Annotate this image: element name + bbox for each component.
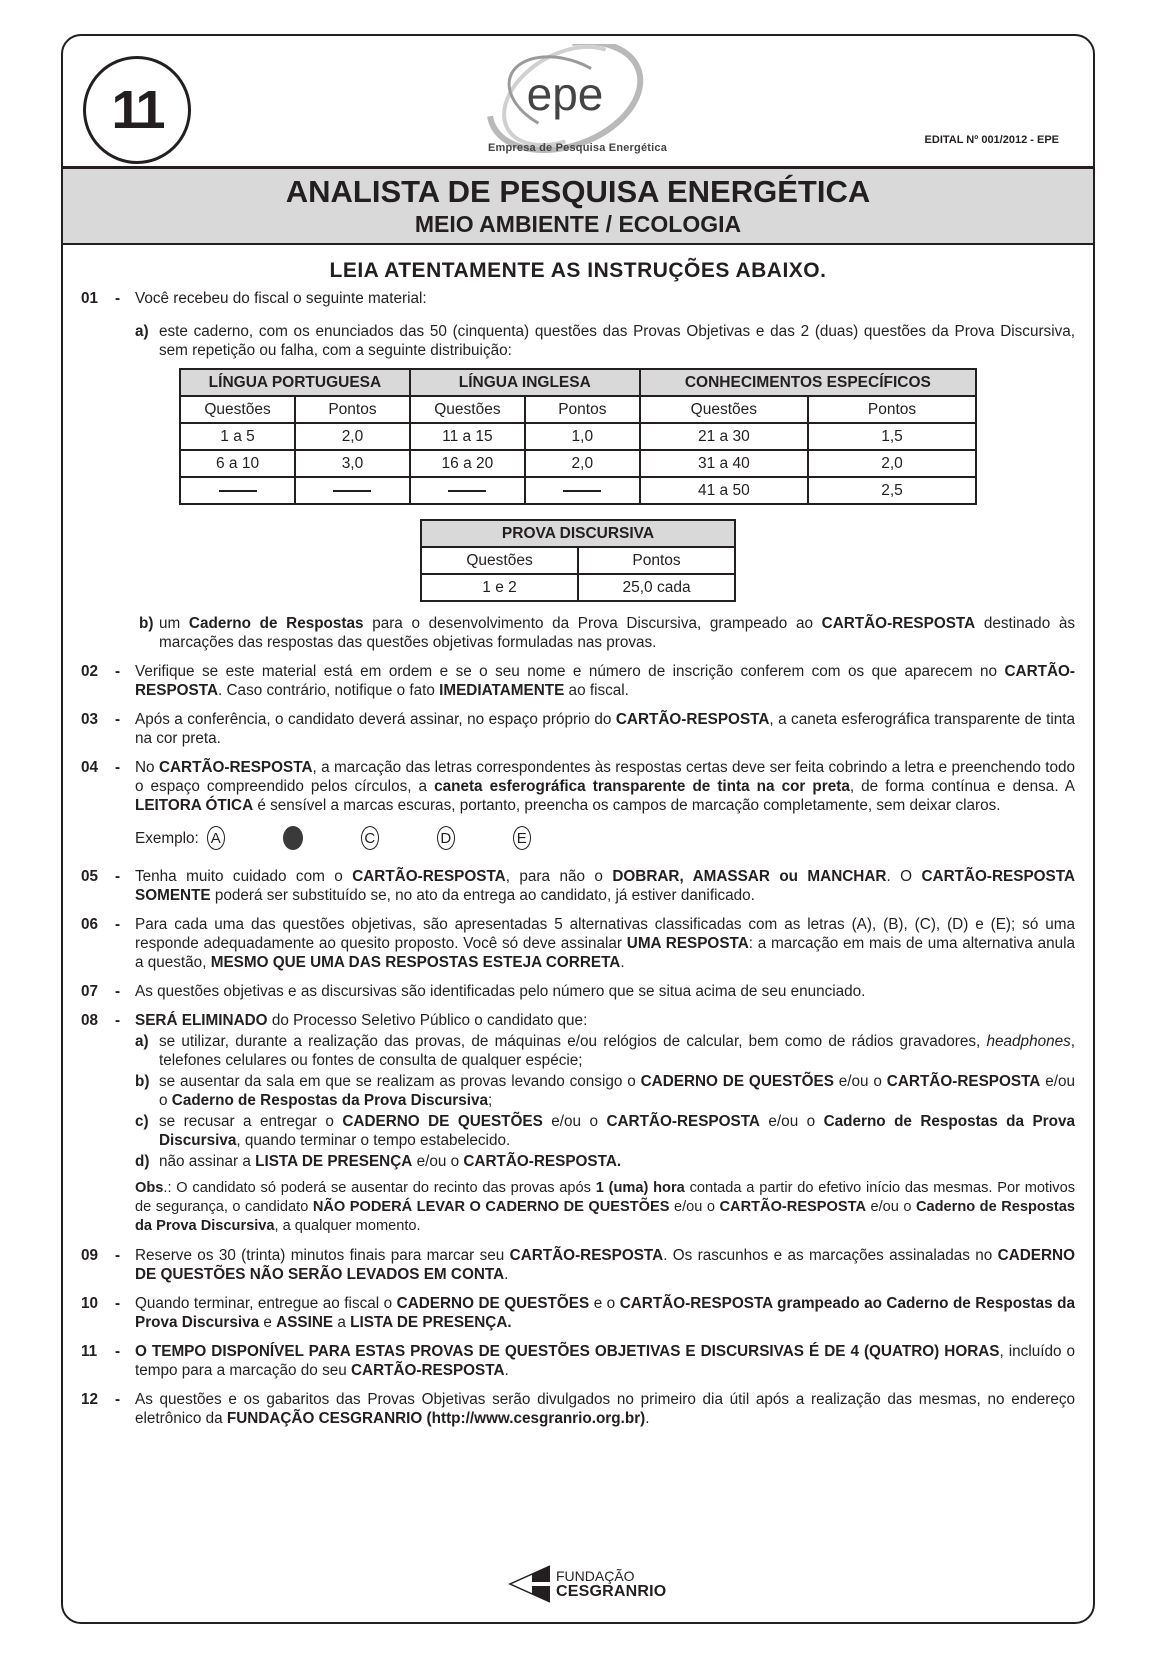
table-cell: 31 a 40	[640, 450, 808, 477]
instruction-01a	[135, 322, 1075, 360]
instruction-11: 11 - O TEMPO DISPONÍVEL PARA ESTAS PROVAS DE QUESTÕES OBJETIVAS E DISCURSIVAS É DE 4 (QUATRO) HORAS, incluído o tempo para a marcação do seu CARTÃO-RESPOSTA.	[81, 1343, 1075, 1379]
item-text: não assinar a LISTA DE PRESENÇA e/ou o CARTÃO-RESPOSTA.	[159, 1153, 622, 1170]
table-row	[180, 423, 976, 450]
table-cell: 25,0 cada	[578, 574, 735, 601]
bubble-d-icon: D	[437, 826, 455, 850]
instruction-01b	[139, 614, 1075, 652]
page-title: ANALISTA DE PESQUISA ENERGÉTICA	[285, 174, 871, 209]
item-text: As questões objetivas e as discursivas são identificadas pelo número que se situa acima de seu enunciado.	[135, 983, 866, 1000]
item-text: Tenha muito cuidado com o CARTÃO-RESPOSTA, para não o DOBRAR, AMASSAR ou MANCHAR. O CARTÃO-RESPOSTA SOMENTE poderá ser substituído se, no ato da entrega ao candidato, já estiver danificado.	[135, 868, 1076, 904]
item-number: 06	[81, 916, 99, 933]
column-header: Questões	[410, 396, 525, 423]
empty-cell-dash	[410, 477, 525, 504]
item-number: 11	[81, 1343, 98, 1360]
item-text: se recusar a entregar o CADERNO DE QUESTÕES e/ou o CARTÃO-RESPOSTA e/ou o Caderno de Respostas da Prova Discursiva, quando terminar o tempo estabelecido.	[159, 1113, 1075, 1149]
observation-note: Obs.: O candidato só poderá se ausentar do recinto das provas após 1 (uma) hora contada a partir do efetivo início das mesmas. Por motivos de segurança, o candidato NÃO PODERÁ LEVAR O CADERNO DE QUESTÕES e/ou o CARTÃO-RESPOSTA e/ou o Caderno de Respostas da Prova Discursiva, a qualquer momento.	[135, 1180, 1076, 1234]
table-row	[421, 574, 735, 601]
bubble-a-icon: A	[207, 826, 225, 850]
item-letter: a)	[135, 323, 149, 340]
item-text: Você recebeu do fiscal o seguinte material:	[135, 290, 427, 307]
item-number: 05	[81, 868, 99, 885]
table-cell: 21 a 30	[640, 423, 808, 450]
exam-cover-page	[61, 34, 1095, 1624]
instruction-08c	[135, 1112, 1075, 1150]
column-header: Pontos	[578, 547, 735, 574]
instruction-02: 02 - Verifique se este material está em ordem e se o seu nome e número de inscrição conferem com os que aparecem no CARTÃO-RESPOSTA. Caso contrário, notifique o fato IMEDIATAMENTE ao fiscal.	[81, 663, 1075, 699]
item-text: Verifique se este material está em ordem e se o seu nome e número de inscrição conferem com os que aparecem no CARTÃO-RESPOSTA. Caso contrário, notifique o fato IMEDIATAMENTE ao fiscal.	[135, 663, 1075, 699]
table-cell: 16 a 20	[410, 450, 525, 477]
instruction-01: 01 - Você recebeu do fiscal o seguinte material:	[81, 289, 1075, 308]
table-cell: 2,0	[295, 423, 410, 450]
item-number: 04	[81, 759, 99, 776]
example-label: Exemplo:	[135, 829, 199, 847]
table-cell: 1,0	[525, 423, 640, 450]
instruction-06: 06 - Para cada uma das questões objetivas, são apresentadas 5 alternativas classificadas com as letras (A), (B), (C), (D) e (E); só uma responde adequadamente ao quesito proposto. Você só deve assinalar UMA RESPOSTA: a marcação em mais de uma alternativa anula a questão, MESMO QUE UMA DAS RESPOSTAS ESTEJA CORRETA.	[81, 916, 1076, 971]
title-band	[63, 169, 1093, 245]
table-cell: 2,5	[808, 477, 976, 504]
instructions-heading: LEIA ATENTAMENTE AS INSTRUÇÕES ABAIXO.	[329, 259, 827, 282]
table-row	[180, 477, 976, 504]
table-cell: 2,0	[808, 450, 976, 477]
table-cell: 1,5	[808, 423, 976, 450]
empty-cell-dash	[180, 477, 295, 504]
item-text: Para cada uma das questões objetivas, são apresentadas 5 alternativas classificadas com as letras (A), (B), (C), (D) e (E); só uma responde adequadamente ao quesito proposto. Você só deve assinalar UMA RESPOSTA: a marcação em mais de uma alternativa anula a questão, MESMO QUE UMA DAS RESPOSTAS ESTEJA CORRETA.	[135, 916, 1076, 971]
item-letter: a)	[135, 1033, 149, 1050]
foundation-label: FUNDAÇÃO	[556, 1568, 635, 1584]
cesgranrio-logo	[508, 1564, 666, 1604]
cesgranrio-arrow-icon	[508, 1564, 552, 1604]
item-text: se ausentar da sala em que se realizam as provas levando consigo o CADERNO DE QUESTÕES e/ou o CARTÃO-RESPOSTA e/ou o Caderno de Respostas da Prova Discursiva;	[159, 1073, 1075, 1109]
item-text: O TEMPO DISPONÍVEL PARA ESTAS PROVAS DE QUESTÕES OBJETIVAS E DISCURSIVAS É DE 4 (QUATRO) HORAS, incluído o tempo para a marcação do seu CARTÃO-RESPOSTA.	[135, 1343, 1075, 1379]
item-text: Reserve os 30 (trinta) minutos finais para marcar seu CARTÃO-RESPOSTA. Os rascunhos e as marcações assinaladas no CADERNO DE QUESTÕES NÃO SERÃO LEVADOS EM CONTA.	[135, 1247, 1075, 1283]
bubble-c-icon: C	[361, 826, 379, 850]
instruction-04: 04 - No CARTÃO-RESPOSTA, a marcação das letras correspondentes às respostas certas deve ser feita cobrindo a letra e preenchendo todo o espaço compreendido pelos círculos, a caneta esferográfica transparente de tinta na cor preta, de forma contínua e densa. A LEITORA ÓTICA é sensível a marcas escuras, portanto, preencha os campos de marcação completamente, sem deixar claros.	[81, 759, 1076, 814]
column-header: Pontos	[808, 396, 976, 423]
instruction-08d	[135, 1152, 1075, 1171]
svg-text:epe: epe	[526, 68, 604, 120]
item-letter: d)	[135, 1153, 150, 1170]
logo-subtitle: Empresa de Pesquisa Energética	[488, 142, 668, 154]
item-number: 12	[81, 1391, 99, 1408]
column-header: Pontos	[295, 396, 410, 423]
instruction-08a	[135, 1032, 1075, 1070]
table-cell: 2,0	[525, 450, 640, 477]
item-text: As questões e os gabaritos das Provas Objetivas serão divulgados no primeiro dia útil após a realização das mesmas, no endereço eletrônico da FUNDAÇÃO CESGRANRIO (http://www.cesgranrio.org.br).	[135, 1391, 1075, 1427]
empty-cell-dash	[295, 477, 410, 504]
marking-example	[135, 825, 1075, 851]
column-header: Questões	[640, 396, 808, 423]
table-row	[180, 450, 976, 477]
item-number: 02	[81, 663, 99, 680]
column-header: Questões	[180, 396, 295, 423]
group-header: LÍNGUA INGLESA	[410, 369, 640, 396]
foundation-name: CESGRANRIO	[556, 1583, 667, 1600]
bubble-filled-icon	[283, 826, 303, 850]
column-header: Pontos	[525, 396, 640, 423]
instruction-12: 12 - As questões e os gabaritos das Provas Objetivas serão divulgados no primeiro dia útil após a realização das mesmas, no endereço eletrônico da FUNDAÇÃO CESGRANRIO (http://www.cesgranrio.org.br).	[81, 1391, 1075, 1427]
empty-cell-dash	[525, 477, 640, 504]
edital-number: EDITAL Nº 001/2012 - EPE	[924, 134, 1059, 146]
item-text: se utilizar, durante a realização das provas, de máquinas e/ou relógios de calcular, bem como de rádios gravadores, headphones, telefones celulares ou fontes de consulta de qualquer espécie;	[159, 1033, 1075, 1069]
item-letter: b)	[135, 1073, 150, 1090]
page-subtitle: MEIO AMBIENTE / ECOLOGIA	[414, 211, 742, 237]
table-cell: 6 a 10	[180, 450, 295, 477]
table-cell: 1 e 2	[421, 574, 578, 601]
instruction-08: 08 - SERÁ ELIMINADO do Processo Seletivo Público o candidato que:	[81, 1011, 1075, 1030]
item-text: este caderno, com os enunciados das 50 (cinquenta) questões das Provas Objetivas e das 2 (duas) questões da Prova Discursiva, sem repetição ou falha, com a seguinte distribuição:	[159, 323, 1075, 359]
column-header: Questões	[421, 547, 578, 574]
group-header: CONHECIMENTOS ESPECÍFICOS	[640, 369, 976, 396]
table-cell: 1 a 5	[180, 423, 295, 450]
booklet-number: 11	[83, 56, 191, 164]
bubble-e-icon: E	[513, 826, 531, 850]
item-number: 09	[81, 1247, 99, 1264]
item-letter: b)	[139, 615, 154, 632]
page-header	[63, 36, 1093, 169]
item-number: 03	[81, 711, 99, 728]
table-title: PROVA DISCURSIVA	[421, 520, 735, 547]
table-cell: 11 a 15	[410, 423, 525, 450]
instruction-09: 09 - Reserve os 30 (trinta) minutos finais para marcar seu CARTÃO-RESPOSTA. Os rascunhos e as marcações assinaladas no CADERNO DE QUESTÕES NÃO SERÃO LEVADOS EM CONTA.	[81, 1247, 1075, 1283]
instruction-08b	[135, 1072, 1075, 1110]
table-cell: 41 a 50	[640, 477, 808, 504]
instruction-07: 07 - As questões objetivas e as discursivas são identificadas pelo número que se situa acima de seu enunciado.	[81, 982, 1075, 1001]
item-letter: c)	[135, 1113, 149, 1130]
group-header: LÍNGUA PORTUGUESA	[180, 369, 410, 396]
item-text: um Caderno de Respostas para o desenvolvimento da Prova Discursiva, grampeado ao CARTÃO-RESPOSTA destinado às marcações das respostas das questões objetivas formuladas nas provas.	[159, 615, 1076, 651]
item-number: 07	[81, 983, 99, 1000]
instructions-list	[63, 289, 1093, 1428]
instruction-10: 10 - Quando terminar, entregue ao fiscal o CADERNO DE QUESTÕES e o CARTÃO-RESPOSTA grampeado ao Caderno de Respostas da Prova Discursiva e ASSINE a LISTA DE PRESENÇA.	[81, 1295, 1075, 1331]
obs-label: Obs	[135, 1180, 164, 1196]
item-number: 01	[81, 290, 99, 307]
item-number: 10	[81, 1295, 99, 1312]
item-text: No CARTÃO-RESPOSTA, a marcação das letras correspondentes às respostas certas deve ser feita cobrindo a letra e preenchendo todo o espaço compreendido pelos círculos, a caneta esferográfica transparente de tinta na cor preta, de forma contínua e densa. A LEITORA ÓTICA é sensível a marcas escuras, portanto, preencha os campos de marcação completamente, sem deixar claros.	[135, 759, 1076, 814]
instruction-05: 05 - Tenha muito cuidado com o CARTÃO-RESPOSTA, para não o DOBRAR, AMASSAR ou MANCHAR. O CARTÃO-RESPOSTA SOMENTE poderá ser substituído se, no ato da entrega ao candidato, já estiver danificado.	[81, 868, 1076, 904]
distribution-table	[179, 368, 977, 505]
item-text: Quando terminar, entregue ao fiscal o CADERNO DE QUESTÕES e o CARTÃO-RESPOSTA grampeado ao Caderno de Respostas da Prova Discursiva e ASSINE a LISTA DE PRESENÇA.	[135, 1295, 1075, 1331]
table-cell: 3,0	[295, 450, 410, 477]
epe-swirl-icon	[483, 44, 653, 154]
item-number: 08	[81, 1012, 99, 1029]
instruction-03: 03 - Após a conferência, o candidato deverá assinar, no espaço próprio do CARTÃO-RESPOSTA, a caneta esferográfica transparente de tinta na cor preta.	[81, 711, 1075, 747]
item-text: SERÁ ELIMINADO do Processo Seletivo Público o candidato que:	[135, 1012, 588, 1029]
item-text: Após a conferência, o candidato deverá assinar, no espaço próprio do CARTÃO-RESPOSTA, a caneta esferográfica transparente de tinta na cor preta.	[135, 711, 1075, 747]
discursive-table	[420, 519, 736, 602]
